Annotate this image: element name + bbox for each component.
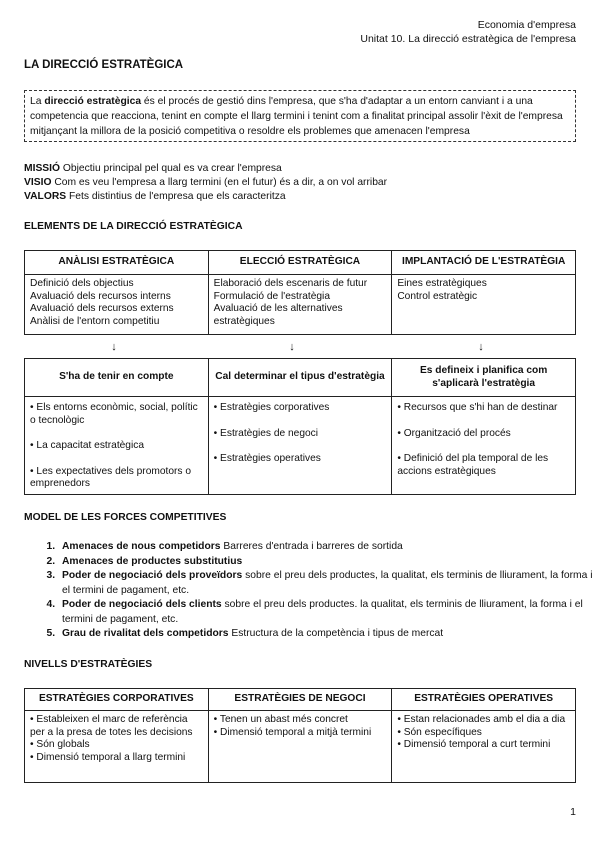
definition-box [24, 90, 576, 142]
force-term: Amenaces de productes substitutius [62, 555, 243, 567]
list-item: Elaboració dels escenaris de futur [213, 278, 368, 289]
document-unit: Unitat 10. La direcció estratègica de l'empresa [360, 33, 576, 45]
list-item: • Tenen un abast més concret [213, 714, 348, 725]
levels-col3-items [392, 711, 576, 783]
list-item: • Estableixen el marc de referència per a la presa de totes les decisions [30, 714, 193, 738]
elements-col2-items [208, 275, 392, 335]
sub2-items [208, 397, 392, 495]
levels-col1-title: ESTRATÈGIES CORPORATIVES [25, 689, 209, 711]
list-item: Avaluació dels recursos externs [30, 303, 174, 314]
concept-values [24, 190, 286, 204]
sub3-title: Es defineix i planifica com s'aplicarà l'estratègia [392, 359, 576, 397]
list-item [58, 569, 598, 598]
list-item: • Dimensió temporal a mitjà termini [213, 726, 372, 738]
force-term: Poder de negociació dels proveïdors [62, 570, 243, 581]
concept-text: Fets distintius de l'empresa que els caracteritza [66, 191, 286, 202]
concept-term: VISIO [24, 177, 52, 188]
sub2-title: Cal determinar el tipus d'estratègia [208, 359, 392, 397]
list-item: • Són globals [30, 739, 90, 750]
concept-text: Objectiu principal pel qual es va crear l'empresa [60, 163, 282, 174]
list-item: • La capacitat estratègica [30, 440, 144, 451]
list-item: • Estratègies operatives [213, 453, 321, 464]
list-item: • Recursos que s'hi han de destinar [397, 402, 558, 413]
list-item: Avaluació de les alternatives estratègiques [213, 303, 343, 327]
list-item: • Dimensió temporal a llarg termini [30, 751, 186, 763]
elements-col3-title: IMPLANTACIÓ DE L'ESTRATÈGIA [392, 251, 576, 275]
definition-term: direcció estratègica [44, 96, 142, 107]
elements-col1-items [25, 275, 209, 335]
concept-term: VALORS [24, 191, 67, 202]
levels-col1-items [25, 711, 209, 783]
force-text: sobre el preu dels productes, la qualitat, els terminis de lliurament, la forma i el termini de pagament, etc. [62, 570, 593, 596]
list-item: • Organització del procés [397, 427, 511, 439]
down-arrow-icon: ↓ [289, 341, 295, 353]
forces-list [24, 540, 598, 642]
sub1-title: S'ha de tenir en compte [25, 359, 209, 397]
list-item: • Són específiques [397, 726, 482, 738]
page-number: 1 [570, 806, 576, 818]
list-item: Definició dels objectius [30, 278, 134, 289]
list-item: • Els entorns econòmic, social, polític o tecnològic [30, 402, 198, 426]
force-term: Grau de rivalitat dels competidors [62, 628, 229, 639]
page-title: LA DIRECCIÓ ESTRATÈGICA [24, 59, 184, 71]
force-term: Poder de negociació dels clients [62, 599, 222, 610]
levels-col2-title: ESTRATÈGIES DE NEGOCI [208, 689, 392, 711]
concept-mission [24, 162, 282, 176]
document-subject: Economia d'empresa [477, 19, 576, 31]
force-text: Estructura de la competència i tipus de mercat [228, 628, 444, 639]
list-item [58, 540, 598, 555]
list-item: • Les expectatives dels promotors o emprenedors [30, 465, 191, 489]
down-arrow-icon: ↓ [111, 341, 117, 353]
elements-col1-title: ANÀLISI ESTRATÈGICA [25, 251, 209, 275]
down-arrow-icon: ↓ [478, 341, 484, 353]
list-item [58, 627, 598, 642]
levels-table [24, 688, 576, 783]
force-term: Amenaces de nous competidors [62, 541, 221, 552]
definition-lead: La [30, 96, 45, 107]
elements-table [24, 250, 576, 335]
concept-text: Com es veu l'empresa a llarg termini (en el futur) és a dir, a on vol arribar [51, 177, 388, 188]
elements-subtable [24, 358, 576, 495]
list-item: • Estan relacionades amb el dia a dia [397, 714, 566, 725]
elements-col3-items [392, 275, 576, 335]
list-item [58, 555, 598, 570]
elements-col2-title: ELECCIÓ ESTRATÈGICA [208, 251, 392, 275]
concept-term: MISSIÓ [24, 163, 61, 174]
list-item: • Estratègies de negoci [213, 427, 319, 439]
list-item [58, 598, 598, 627]
definition-text: és el procés de gestió dins l'empresa, que s'ha d'adaptar a un entorn canviant i a una competencia que reacciona, tenint en compte el llarg termini i tenint com a finalitat principal assolir l'èxit de l'empresa mitjançant la millora de la posició competitiva o resoldre els problemes que amenacen l'empresa [30, 96, 563, 137]
forces-heading: MODEL DE LES FORCES COMPETITIVES [24, 512, 227, 523]
list-item: Eines estratègiques [397, 278, 487, 289]
list-item: • Definició del pla temporal de les accions estratègiques [397, 453, 549, 477]
levels-col3-title: ESTRATÈGIES OPERATIVES [392, 689, 576, 711]
list-item: • Estratègies corporatives [213, 402, 330, 413]
sub1-items [25, 397, 209, 495]
sub3-items [392, 397, 576, 495]
list-item: Formulació de l'estratègia [213, 290, 330, 302]
concept-vision [24, 176, 387, 190]
levels-col2-items [208, 711, 392, 783]
elements-heading: ELEMENTS DE LA DIRECCIÓ ESTRATÈGICA [24, 221, 243, 232]
list-item: • Dimensió temporal a curt termini [397, 739, 551, 750]
list-item: Control estratègic [397, 290, 478, 302]
levels-heading: NIVELLS D'ESTRATÈGIES [24, 659, 153, 670]
list-item: Anàlisi de l'entorn competitiu [30, 315, 160, 327]
list-item: Avaluació dels recursos interns [30, 290, 171, 302]
force-text: sobre el preu dels productes. la qualitat, els terminis de lliurament, la forma i el termini de pagament, etc. [62, 599, 583, 625]
force-text: Barreres d'entrada i barreres de sortida [220, 541, 403, 552]
